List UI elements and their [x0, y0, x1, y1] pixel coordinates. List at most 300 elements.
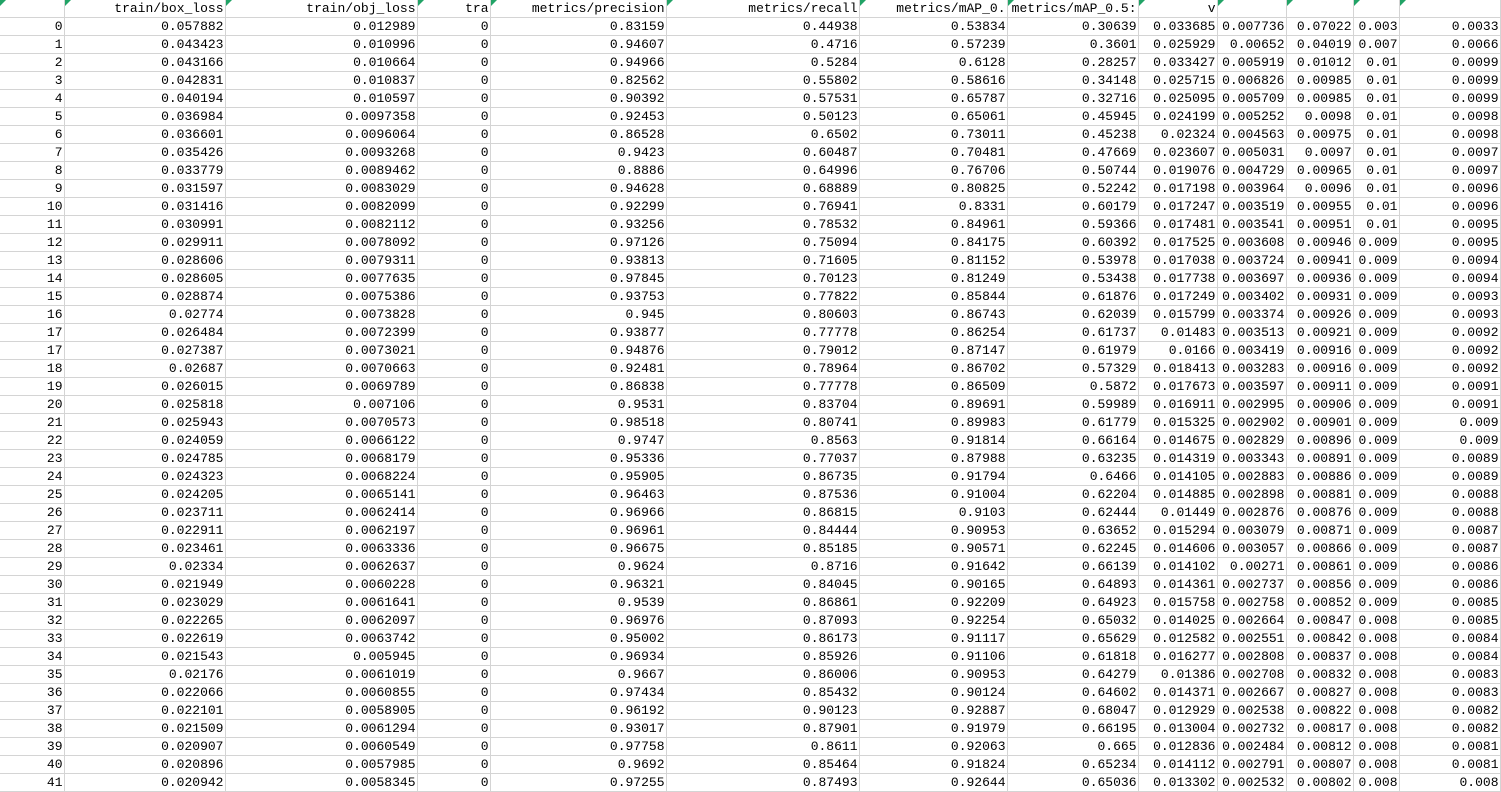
data-cell[interactable]: 0.00931	[1286, 288, 1353, 306]
row-index-cell[interactable]: 26	[0, 504, 64, 522]
data-cell[interactable]: 0	[417, 540, 490, 558]
data-cell[interactable]: 0.007106	[225, 396, 417, 414]
data-cell[interactable]: 0.80825	[859, 180, 1007, 198]
data-cell[interactable]: 0.0070573	[225, 414, 417, 432]
data-cell[interactable]: 0.00936	[1286, 270, 1353, 288]
data-cell[interactable]: 0	[417, 432, 490, 450]
data-cell[interactable]: 0.0099	[1399, 72, 1500, 90]
data-cell[interactable]: 0	[417, 180, 490, 198]
data-cell[interactable]: 0.93256	[490, 216, 666, 234]
data-cell[interactable]: 0.0098	[1399, 108, 1500, 126]
data-cell[interactable]: 0.021949	[64, 576, 225, 594]
data-cell[interactable]: 0.00886	[1286, 468, 1353, 486]
data-cell[interactable]: 0.002708	[1217, 666, 1286, 684]
data-cell[interactable]: 0.002791	[1217, 756, 1286, 774]
data-cell[interactable]: 0.9539	[490, 594, 666, 612]
data-cell[interactable]: 0	[417, 324, 490, 342]
data-cell[interactable]: 0.023461	[64, 540, 225, 558]
data-cell[interactable]: 0.002551	[1217, 630, 1286, 648]
data-cell[interactable]: 0.006826	[1217, 72, 1286, 90]
row-index-cell[interactable]: 28	[0, 540, 64, 558]
data-cell[interactable]: 0.28257	[1007, 54, 1138, 72]
data-cell[interactable]: 0.78964	[666, 360, 859, 378]
data-cell[interactable]: 0	[417, 684, 490, 702]
data-cell[interactable]: 0.0062197	[225, 522, 417, 540]
data-cell[interactable]: 0.036601	[64, 126, 225, 144]
data-cell[interactable]: 0.96321	[490, 576, 666, 594]
data-cell[interactable]: 0.012929	[1138, 702, 1217, 720]
data-cell[interactable]: 0.033779	[64, 162, 225, 180]
data-cell[interactable]: 0	[417, 396, 490, 414]
data-cell[interactable]: 0.91642	[859, 558, 1007, 576]
data-cell[interactable]: 0.77778	[666, 378, 859, 396]
data-cell[interactable]: 0.87147	[859, 342, 1007, 360]
data-cell[interactable]: 0	[417, 144, 490, 162]
data-cell[interactable]: 0.009	[1353, 432, 1399, 450]
data-cell[interactable]: 0.89983	[859, 414, 1007, 432]
data-cell[interactable]: 0.0072399	[225, 324, 417, 342]
data-cell[interactable]: 0.002883	[1217, 468, 1286, 486]
data-cell[interactable]: 0.031597	[64, 180, 225, 198]
row-index-cell[interactable]: 37	[0, 702, 64, 720]
data-cell[interactable]: 0.0081	[1399, 738, 1500, 756]
data-cell[interactable]: 0.015294	[1138, 522, 1217, 540]
data-cell[interactable]: 0.057882	[64, 18, 225, 36]
data-cell[interactable]: 0.62039	[1007, 306, 1138, 324]
data-cell[interactable]: 0	[417, 558, 490, 576]
data-cell[interactable]: 0.90953	[859, 666, 1007, 684]
data-cell[interactable]: 0.9667	[490, 666, 666, 684]
data-cell[interactable]: 0.024323	[64, 468, 225, 486]
data-cell[interactable]: 0.003374	[1217, 306, 1286, 324]
data-cell[interactable]: 0.017198	[1138, 180, 1217, 198]
data-cell[interactable]: 0.0099	[1399, 90, 1500, 108]
data-cell[interactable]: 0.005031	[1217, 144, 1286, 162]
data-cell[interactable]: 0.02687	[64, 360, 225, 378]
data-cell[interactable]: 0.016277	[1138, 648, 1217, 666]
data-cell[interactable]: 0.62444	[1007, 504, 1138, 522]
data-cell[interactable]: 0.84444	[666, 522, 859, 540]
data-cell[interactable]: 0	[417, 378, 490, 396]
data-cell[interactable]: 0.94876	[490, 342, 666, 360]
data-cell[interactable]: 0.0068179	[225, 450, 417, 468]
data-cell[interactable]: 0.01	[1353, 54, 1399, 72]
data-cell[interactable]: 0	[417, 738, 490, 756]
data-cell[interactable]: 0.008	[1353, 666, 1399, 684]
data-cell[interactable]: 0.017525	[1138, 234, 1217, 252]
data-cell[interactable]: 0.57239	[859, 36, 1007, 54]
data-cell[interactable]: 0	[417, 72, 490, 90]
data-cell[interactable]: 0.0084	[1399, 630, 1500, 648]
data-cell[interactable]: 0.005945	[225, 648, 417, 666]
data-cell[interactable]: 0	[417, 54, 490, 72]
data-cell[interactable]: 0.82562	[490, 72, 666, 90]
data-cell[interactable]: 0	[417, 648, 490, 666]
data-cell[interactable]: 0.013302	[1138, 774, 1217, 792]
data-cell[interactable]: 0.033427	[1138, 54, 1217, 72]
data-cell[interactable]: 0.64602	[1007, 684, 1138, 702]
data-cell[interactable]: 0.020942	[64, 774, 225, 792]
data-cell[interactable]: 0.00842	[1286, 630, 1353, 648]
data-cell[interactable]: 0.0068224	[225, 468, 417, 486]
data-cell[interactable]: 0.00901	[1286, 414, 1353, 432]
data-cell[interactable]: 0.0073828	[225, 306, 417, 324]
data-cell[interactable]: 0	[417, 720, 490, 738]
data-cell[interactable]: 0.01	[1353, 126, 1399, 144]
data-cell[interactable]: 0.76941	[666, 198, 859, 216]
data-cell[interactable]: 0.00881	[1286, 486, 1353, 504]
header-cell[interactable]: metrics/mAP_0.	[859, 0, 1007, 18]
header-cell[interactable]	[0, 0, 64, 18]
data-cell[interactable]: 0.0099	[1399, 54, 1500, 72]
data-cell[interactable]: 0.003057	[1217, 540, 1286, 558]
data-cell[interactable]: 0.6502	[666, 126, 859, 144]
row-index-cell[interactable]: 3	[0, 72, 64, 90]
data-cell[interactable]: 0.035426	[64, 144, 225, 162]
data-cell[interactable]: 0.0089	[1399, 468, 1500, 486]
data-cell[interactable]: 0.86173	[666, 630, 859, 648]
row-index-cell[interactable]: 39	[0, 738, 64, 756]
data-cell[interactable]: 0.01	[1353, 144, 1399, 162]
data-cell[interactable]: 0.61818	[1007, 648, 1138, 666]
data-cell[interactable]: 0.01	[1353, 180, 1399, 198]
data-cell[interactable]: 0.0096064	[225, 126, 417, 144]
data-cell[interactable]: 0.002808	[1217, 648, 1286, 666]
header-cell[interactable]	[1286, 0, 1353, 18]
data-cell[interactable]: 0.003079	[1217, 522, 1286, 540]
data-cell[interactable]: 0.57531	[666, 90, 859, 108]
data-cell[interactable]: 0.00926	[1286, 306, 1353, 324]
data-cell[interactable]: 0.00856	[1286, 576, 1353, 594]
data-cell[interactable]: 0.65036	[1007, 774, 1138, 792]
data-cell[interactable]: 0.60392	[1007, 234, 1138, 252]
data-cell[interactable]: 0.024199	[1138, 108, 1217, 126]
data-cell[interactable]: 0.008	[1353, 774, 1399, 792]
data-cell[interactable]: 0.96966	[490, 504, 666, 522]
data-cell[interactable]: 0.002737	[1217, 576, 1286, 594]
data-cell[interactable]: 0.53438	[1007, 270, 1138, 288]
data-cell[interactable]: 0.9423	[490, 144, 666, 162]
data-cell[interactable]: 0.9103	[859, 504, 1007, 522]
row-index-cell[interactable]: 21	[0, 414, 64, 432]
data-cell[interactable]: 0.80603	[666, 306, 859, 324]
data-cell[interactable]: 0.44938	[666, 18, 859, 36]
data-cell[interactable]: 0.0082	[1399, 702, 1500, 720]
data-cell[interactable]: 0.84961	[859, 216, 1007, 234]
data-cell[interactable]: 0.87093	[666, 612, 859, 630]
data-cell[interactable]: 0.005252	[1217, 108, 1286, 126]
data-cell[interactable]: 0.003697	[1217, 270, 1286, 288]
data-cell[interactable]: 0.92209	[859, 594, 1007, 612]
data-cell[interactable]: 0.02324	[1138, 126, 1217, 144]
row-index-cell[interactable]: 4	[0, 90, 64, 108]
data-cell[interactable]: 0	[417, 774, 490, 792]
data-cell[interactable]: 0.0087	[1399, 540, 1500, 558]
data-cell[interactable]: 0	[417, 630, 490, 648]
data-cell[interactable]: 0.008	[1353, 684, 1399, 702]
row-index-cell[interactable]: 8	[0, 162, 64, 180]
header-cell[interactable]	[1217, 0, 1286, 18]
data-cell[interactable]: 0.0098	[1286, 108, 1353, 126]
row-index-cell[interactable]: 19	[0, 378, 64, 396]
data-cell[interactable]: 0.87536	[666, 486, 859, 504]
data-cell[interactable]: 0.009	[1353, 486, 1399, 504]
data-cell[interactable]: 0.00832	[1286, 666, 1353, 684]
data-cell[interactable]: 0.85464	[666, 756, 859, 774]
data-cell[interactable]: 0.008	[1399, 774, 1500, 792]
data-cell[interactable]: 0.61737	[1007, 324, 1138, 342]
data-cell[interactable]: 0.025095	[1138, 90, 1217, 108]
data-cell[interactable]: 0.94628	[490, 180, 666, 198]
data-cell[interactable]: 0.0089462	[225, 162, 417, 180]
data-cell[interactable]: 0.009	[1353, 270, 1399, 288]
data-cell[interactable]: 0.5284	[666, 54, 859, 72]
data-cell[interactable]: 0.023029	[64, 594, 225, 612]
data-cell[interactable]: 0.85432	[666, 684, 859, 702]
data-cell[interactable]: 0.00827	[1286, 684, 1353, 702]
data-cell[interactable]: 0.0062637	[225, 558, 417, 576]
data-cell[interactable]: 0.0078092	[225, 234, 417, 252]
row-index-cell[interactable]: 1	[0, 36, 64, 54]
data-cell[interactable]: 0	[417, 612, 490, 630]
data-cell[interactable]: 0.00975	[1286, 126, 1353, 144]
data-cell[interactable]: 0.0091	[1399, 396, 1500, 414]
row-index-cell[interactable]: 10	[0, 198, 64, 216]
data-cell[interactable]: 0.009	[1353, 360, 1399, 378]
data-cell[interactable]: 0.91004	[859, 486, 1007, 504]
data-cell[interactable]: 0.86006	[666, 666, 859, 684]
data-cell[interactable]: 0.86528	[490, 126, 666, 144]
data-cell[interactable]: 0.029911	[64, 234, 225, 252]
data-cell[interactable]: 0.0093	[1399, 306, 1500, 324]
data-cell[interactable]: 0.92063	[859, 738, 1007, 756]
data-cell[interactable]: 0	[417, 756, 490, 774]
data-cell[interactable]: 0	[417, 18, 490, 36]
data-cell[interactable]: 0.009	[1353, 558, 1399, 576]
data-cell[interactable]: 0.68047	[1007, 702, 1138, 720]
data-cell[interactable]: 0.6128	[859, 54, 1007, 72]
data-cell[interactable]: 0.0082112	[225, 216, 417, 234]
data-cell[interactable]: 0.0079311	[225, 252, 417, 270]
data-cell[interactable]: 0.0058345	[225, 774, 417, 792]
data-cell[interactable]: 0.043423	[64, 36, 225, 54]
data-cell[interactable]: 0.020896	[64, 756, 225, 774]
data-cell[interactable]: 0	[417, 252, 490, 270]
data-cell[interactable]: 0.01449	[1138, 504, 1217, 522]
data-cell[interactable]: 0.92254	[859, 612, 1007, 630]
data-cell[interactable]: 0.009	[1353, 288, 1399, 306]
data-cell[interactable]: 0.009	[1353, 324, 1399, 342]
header-cell[interactable]: tra	[417, 0, 490, 18]
data-cell[interactable]: 0.040194	[64, 90, 225, 108]
data-cell[interactable]: 0.90571	[859, 540, 1007, 558]
row-index-cell[interactable]: 15	[0, 288, 64, 306]
data-cell[interactable]: 0.8331	[859, 198, 1007, 216]
data-cell[interactable]: 0.0097	[1399, 162, 1500, 180]
data-cell[interactable]: 0.97845	[490, 270, 666, 288]
data-cell[interactable]: 0.025818	[64, 396, 225, 414]
data-cell[interactable]: 0.04019	[1286, 36, 1353, 54]
data-cell[interactable]: 0.65032	[1007, 612, 1138, 630]
data-cell[interactable]: 0	[417, 594, 490, 612]
data-cell[interactable]: 0.002484	[1217, 738, 1286, 756]
data-cell[interactable]: 0.022619	[64, 630, 225, 648]
data-cell[interactable]: 0.042831	[64, 72, 225, 90]
data-cell[interactable]: 0.031416	[64, 198, 225, 216]
data-cell[interactable]: 0.0082099	[225, 198, 417, 216]
data-cell[interactable]: 0.80741	[666, 414, 859, 432]
data-cell[interactable]: 0.003597	[1217, 378, 1286, 396]
data-cell[interactable]: 0.009	[1353, 378, 1399, 396]
data-cell[interactable]: 0.90392	[490, 90, 666, 108]
data-cell[interactable]: 0.52242	[1007, 180, 1138, 198]
data-cell[interactable]: 0.79012	[666, 342, 859, 360]
row-index-cell[interactable]: 32	[0, 612, 64, 630]
data-cell[interactable]: 0.003419	[1217, 342, 1286, 360]
row-index-cell[interactable]: 7	[0, 144, 64, 162]
data-cell[interactable]: 0.83159	[490, 18, 666, 36]
data-cell[interactable]: 0.00965	[1286, 162, 1353, 180]
data-cell[interactable]: 0.50123	[666, 108, 859, 126]
data-cell[interactable]: 0.95002	[490, 630, 666, 648]
data-cell[interactable]: 0	[417, 234, 490, 252]
row-index-cell[interactable]: 6	[0, 126, 64, 144]
row-index-cell[interactable]: 27	[0, 522, 64, 540]
data-cell[interactable]: 0.033685	[1138, 18, 1217, 36]
data-cell[interactable]: 0.60487	[666, 144, 859, 162]
data-cell[interactable]: 0.96463	[490, 486, 666, 504]
data-cell[interactable]: 0.0061019	[225, 666, 417, 684]
data-cell[interactable]: 0.0093	[1399, 288, 1500, 306]
data-cell[interactable]: 0.86861	[666, 594, 859, 612]
data-cell[interactable]: 0.00876	[1286, 504, 1353, 522]
data-cell[interactable]: 0.009	[1353, 414, 1399, 432]
data-cell[interactable]: 0.61979	[1007, 342, 1138, 360]
data-cell[interactable]: 0.85185	[666, 540, 859, 558]
row-index-cell[interactable]: 24	[0, 468, 64, 486]
data-cell[interactable]: 0.002532	[1217, 774, 1286, 792]
data-cell[interactable]: 0.62245	[1007, 540, 1138, 558]
row-index-cell[interactable]: 40	[0, 756, 64, 774]
data-cell[interactable]: 0.014675	[1138, 432, 1217, 450]
data-cell[interactable]: 0.90123	[666, 702, 859, 720]
data-cell[interactable]: 0.0086	[1399, 576, 1500, 594]
data-cell[interactable]: 0.00946	[1286, 234, 1353, 252]
data-cell[interactable]: 0.007736	[1217, 18, 1286, 36]
data-cell[interactable]: 0.00861	[1286, 558, 1353, 576]
data-cell[interactable]: 0.01	[1353, 162, 1399, 180]
data-cell[interactable]: 0.0095	[1399, 216, 1500, 234]
data-cell[interactable]: 0.0086	[1399, 558, 1500, 576]
data-cell[interactable]: 0.0060228	[225, 576, 417, 594]
data-cell[interactable]: 0.87988	[859, 450, 1007, 468]
row-index-cell[interactable]: 33	[0, 630, 64, 648]
header-cell[interactable]: v	[1138, 0, 1217, 18]
data-cell[interactable]: 0.0094	[1399, 270, 1500, 288]
data-cell[interactable]: 0.00955	[1286, 198, 1353, 216]
data-cell[interactable]: 0.93877	[490, 324, 666, 342]
data-cell[interactable]: 0.0092	[1399, 324, 1500, 342]
data-cell[interactable]: 0.0060549	[225, 738, 417, 756]
data-cell[interactable]: 0.00652	[1217, 36, 1286, 54]
data-cell[interactable]: 0.009	[1353, 234, 1399, 252]
data-cell[interactable]: 0.60179	[1007, 198, 1138, 216]
data-cell[interactable]: 0.78532	[666, 216, 859, 234]
row-index-cell[interactable]: 5	[0, 108, 64, 126]
data-cell[interactable]: 0.017249	[1138, 288, 1217, 306]
data-cell[interactable]: 0.81152	[859, 252, 1007, 270]
data-cell[interactable]: 0.8716	[666, 558, 859, 576]
data-cell[interactable]: 0.94966	[490, 54, 666, 72]
data-cell[interactable]: 0.0087	[1399, 522, 1500, 540]
data-cell[interactable]: 0.9624	[490, 558, 666, 576]
data-cell[interactable]: 0.0091	[1399, 378, 1500, 396]
row-index-cell[interactable]: 9	[0, 180, 64, 198]
data-cell[interactable]: 0.0081	[1399, 756, 1500, 774]
data-cell[interactable]: 0.005919	[1217, 54, 1286, 72]
data-cell[interactable]: 0.0085	[1399, 594, 1500, 612]
data-cell[interactable]: 0.00906	[1286, 396, 1353, 414]
data-cell[interactable]: 0.009	[1353, 522, 1399, 540]
data-cell[interactable]: 0.86838	[490, 378, 666, 396]
data-cell[interactable]: 0	[417, 90, 490, 108]
data-cell[interactable]: 0.34148	[1007, 72, 1138, 90]
data-cell[interactable]: 0.53978	[1007, 252, 1138, 270]
data-cell[interactable]: 0.009	[1353, 450, 1399, 468]
data-cell[interactable]: 0.00852	[1286, 594, 1353, 612]
data-cell[interactable]: 0.71605	[666, 252, 859, 270]
data-cell[interactable]: 0.014885	[1138, 486, 1217, 504]
data-cell[interactable]: 0.015799	[1138, 306, 1217, 324]
data-cell[interactable]: 0.94607	[490, 36, 666, 54]
data-cell[interactable]: 0.65234	[1007, 756, 1138, 774]
data-cell[interactable]: 0.89691	[859, 396, 1007, 414]
data-cell[interactable]: 0.008	[1353, 720, 1399, 738]
data-cell[interactable]: 0	[417, 288, 490, 306]
data-cell[interactable]: 0	[417, 522, 490, 540]
data-cell[interactable]: 0.00916	[1286, 360, 1353, 378]
data-cell[interactable]: 0.50744	[1007, 162, 1138, 180]
data-cell[interactable]: 0.0166	[1138, 342, 1217, 360]
data-cell[interactable]: 0.022101	[64, 702, 225, 720]
data-cell[interactable]: 0.012989	[225, 18, 417, 36]
data-cell[interactable]: 0.0061641	[225, 594, 417, 612]
data-cell[interactable]: 0.023711	[64, 504, 225, 522]
data-cell[interactable]: 0.002829	[1217, 432, 1286, 450]
data-cell[interactable]: 0.0075386	[225, 288, 417, 306]
data-cell[interactable]: 0.01	[1353, 108, 1399, 126]
data-cell[interactable]: 0.59366	[1007, 216, 1138, 234]
data-cell[interactable]: 0.0089	[1399, 450, 1500, 468]
data-cell[interactable]: 0.010837	[225, 72, 417, 90]
data-cell[interactable]: 0.0070663	[225, 360, 417, 378]
data-cell[interactable]: 0.00985	[1286, 90, 1353, 108]
data-cell[interactable]: 0.66195	[1007, 720, 1138, 738]
data-cell[interactable]: 0.002898	[1217, 486, 1286, 504]
data-cell[interactable]: 0.01012	[1286, 54, 1353, 72]
data-cell[interactable]: 0.96976	[490, 612, 666, 630]
data-cell[interactable]: 0.00847	[1286, 612, 1353, 630]
data-cell[interactable]: 0.87901	[666, 720, 859, 738]
data-cell[interactable]: 0.4716	[666, 36, 859, 54]
data-cell[interactable]: 0.024059	[64, 432, 225, 450]
data-cell[interactable]: 0	[417, 486, 490, 504]
data-cell[interactable]: 0	[417, 360, 490, 378]
row-index-cell[interactable]: 31	[0, 594, 64, 612]
data-cell[interactable]: 0.009	[1353, 468, 1399, 486]
data-cell[interactable]: 0.0083029	[225, 180, 417, 198]
data-cell[interactable]: 0.014606	[1138, 540, 1217, 558]
